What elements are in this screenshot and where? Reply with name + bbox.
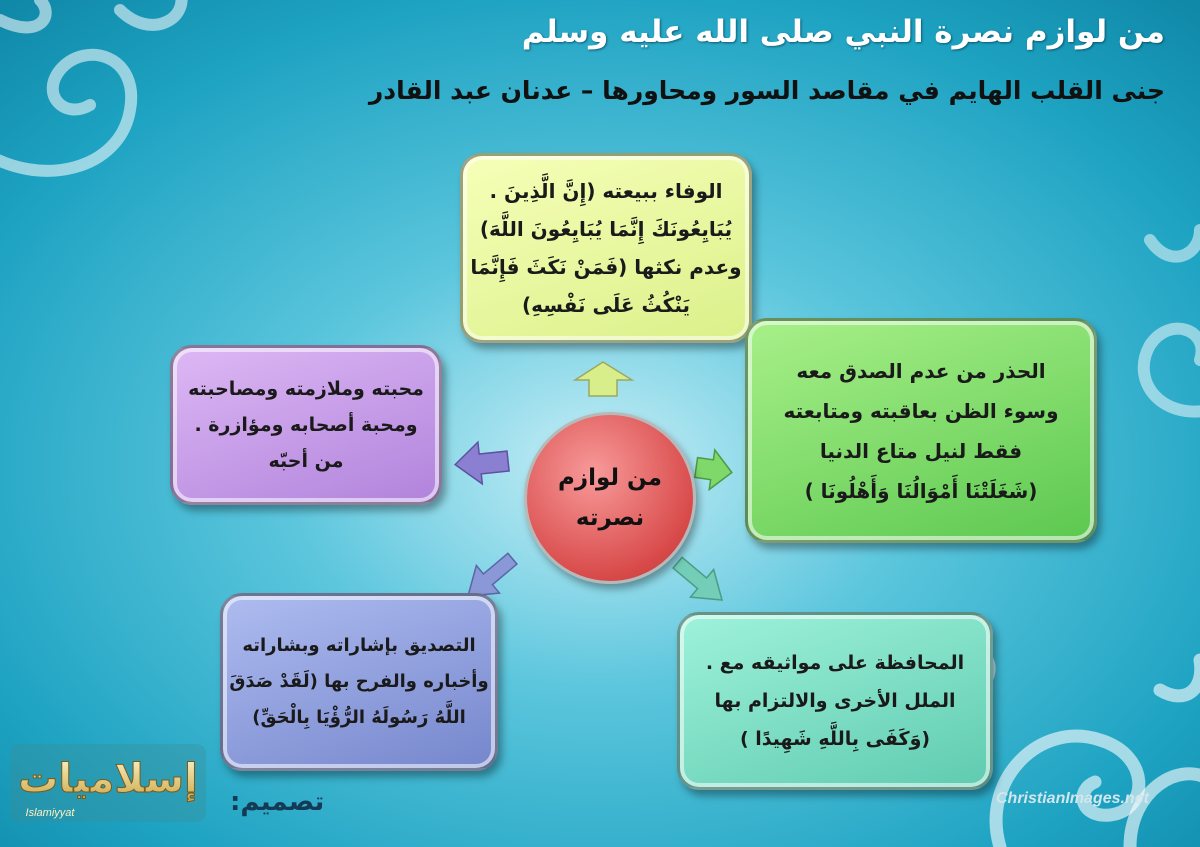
box-line: المحافظة على مواثيقه مع . bbox=[705, 652, 965, 674]
box-line: ومحبة أصحابه ومؤازرة . bbox=[194, 414, 418, 436]
box-keeping-covenants bbox=[677, 612, 993, 790]
center-circle bbox=[524, 412, 696, 584]
subtitle: جنى القلب الهايم في مقاصد السور ومحاورها – عدنان عبد القادر bbox=[368, 76, 1165, 105]
box-loyalty-pledge bbox=[460, 153, 752, 343]
box-line: اللَّهُ رَسُولَهُ الرُّؤْيَا بِالْحَقِّ) bbox=[252, 707, 466, 728]
main-title: من لوازم نصرة النبي صلى الله عليه وسلم bbox=[521, 14, 1165, 50]
box-line: يُبَايِعُونَكَ إِنَّمَا يُبَايِعُونَ اللَّهَ) bbox=[479, 217, 733, 241]
box-line: الوفاء ببيعته (إِنَّ الَّذِينَ . bbox=[489, 179, 723, 203]
logo-arabic-text: إسلاميات bbox=[18, 756, 198, 802]
center-line: من لوازم bbox=[558, 465, 662, 491]
center-line: نصرته bbox=[575, 505, 645, 531]
box-line: الملل الأخرى والالتزام بها bbox=[714, 690, 956, 712]
logo-emblem-icon bbox=[8, 740, 208, 826]
box-line: محبته وملازمته ومصاحبته bbox=[188, 378, 424, 400]
box-line: وسوء الظن بعاقبته ومتابعته bbox=[783, 398, 1059, 423]
box-line: (وَكَفَى بِاللَّهِ شَهِيدًا ) bbox=[739, 728, 931, 750]
box-line: وعدم نكثها (فَمَنْ نَكَثَ فَإِنَّمَا bbox=[470, 255, 742, 279]
box-line: من أحبّه bbox=[268, 450, 344, 472]
box-line: يَنْكُثُ عَلَى نَفْسِهِ) bbox=[522, 293, 690, 317]
design-credit-label: تصميم: bbox=[230, 787, 325, 817]
box-line: (شَغَلَتْنَا أَمْوَالُنَا وَأَهْلُونَا ) bbox=[804, 478, 1038, 503]
box-line: الحذر من عدم الصدق معه bbox=[796, 358, 1046, 383]
box-line: وأخباره والفرح بها (لَقَدْ صَدَقَ bbox=[229, 671, 489, 692]
box-beware-dishonesty bbox=[745, 318, 1097, 543]
watermark-text: ChristianImages.net bbox=[996, 790, 1149, 807]
box-believing-tidings bbox=[220, 593, 498, 771]
box-line: التصديق بإشاراته وبشاراته bbox=[242, 635, 476, 656]
logo-latin-text: Islamiyyat bbox=[25, 807, 75, 819]
box-love-companionship bbox=[170, 345, 442, 505]
box-line: فقط لنيل متاع الدنيا bbox=[819, 438, 1023, 463]
